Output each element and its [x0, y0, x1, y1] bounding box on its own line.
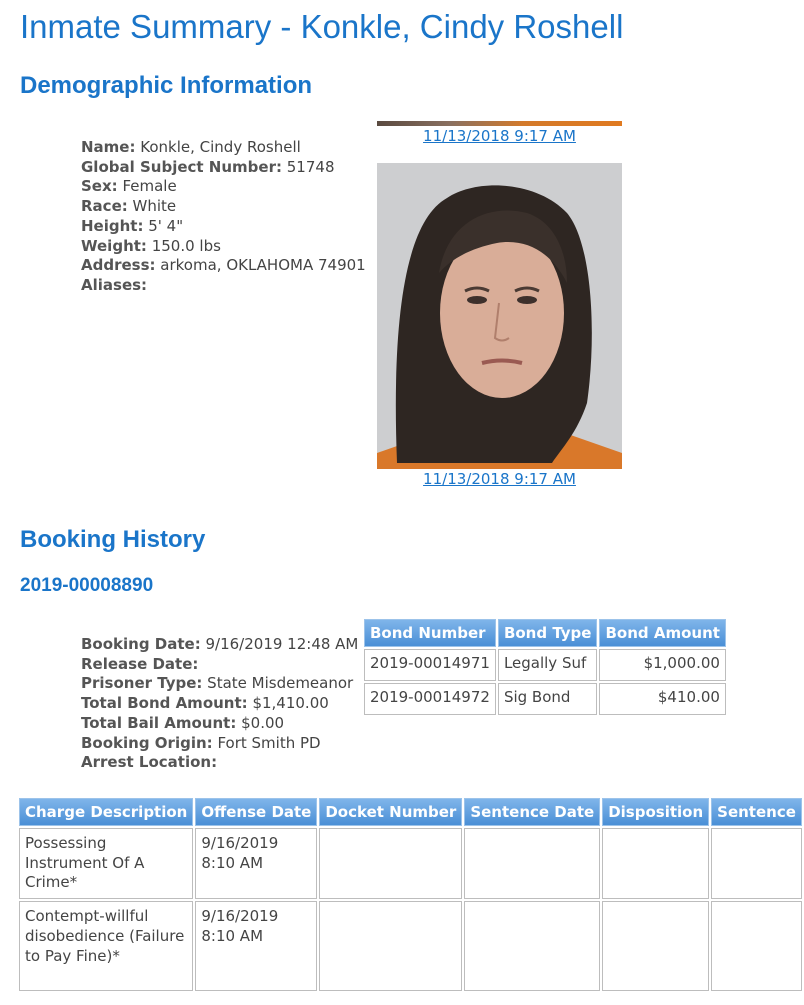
field-booking-date: Booking Date: 9/16/2019 12:48 AM — [81, 635, 359, 653]
sentence-cell — [711, 901, 802, 991]
field-weight: Weight: 150.0 lbs — [81, 236, 221, 255]
docket-number-cell — [319, 901, 462, 991]
field-sex: Sex: Female — [81, 177, 177, 196]
field-total-bond-amount: Total Bond Amount: $1,410.00 — [81, 694, 329, 713]
sentence-date-cell — [464, 901, 600, 991]
column-header-docket-number[interactable]: Docket Number — [319, 798, 462, 826]
field-release-date: Release Date: — [81, 654, 199, 673]
offense-date-cell: 9/16/2019 8:10 AM — [195, 828, 317, 899]
booking-number: 2019-00008890 — [20, 575, 154, 596]
booking-info — [81, 635, 358, 773]
column-header-offense-date[interactable]: Offense Date — [195, 798, 317, 826]
field-total-bail-amount: Total Bail Amount: $0.00 — [81, 713, 285, 732]
field-height: Height: 5' 4" — [81, 216, 184, 235]
charge-description-cell: Contempt-willful disobedience (Failure to Pay Fine)* — [19, 901, 193, 991]
demographic-info — [81, 138, 366, 296]
table-row — [19, 828, 802, 899]
charge-description-cell: Possessing Instrument Of A Crime* — [19, 828, 193, 899]
bond-type-cell: Sig Bond — [498, 683, 598, 715]
charges-table-header — [19, 798, 802, 826]
column-header-sentence[interactable]: Sentence — [711, 798, 802, 826]
table-row — [364, 649, 726, 681]
charges-table-container[interactable] — [17, 796, 796, 1005]
column-header-bond-number[interactable]: Bond Number — [364, 619, 496, 647]
table-row — [364, 683, 726, 715]
mugshot-photo[interactable] — [377, 163, 622, 469]
bond-amount-cell: $1,000.00 — [599, 649, 725, 681]
field-race: Race: White — [81, 197, 177, 216]
column-header-charge-description[interactable]: Charge Description — [19, 798, 193, 826]
booking-history-heading: Booking History — [20, 526, 206, 553]
demographic-heading: Demographic Information — [20, 72, 313, 99]
disposition-cell — [602, 901, 709, 991]
disposition-cell — [602, 828, 709, 899]
column-header-disposition[interactable]: Disposition — [602, 798, 709, 826]
bond-number-cell: 2019-00014971 — [364, 649, 496, 681]
column-header-bond-amount[interactable]: Bond Amount — [599, 619, 725, 647]
offense-date-cell: 9/16/2019 8:10 AM — [195, 901, 317, 991]
field-aliases: Aliases: — [81, 275, 148, 294]
sentence-date-cell — [464, 828, 600, 899]
sentence-cell — [711, 828, 802, 899]
field-global-subject-number: Global Subject Number: 51748 — [81, 157, 335, 176]
field-address: Address: arkoma, OKLAHOMA 74901 — [81, 256, 366, 275]
table-row — [19, 901, 802, 991]
bond-type-cell: Legally Suf — [498, 649, 598, 681]
field-prisoner-type: Prisoner Type: State Misdemeanor — [81, 674, 354, 693]
photo-caption-link[interactable]: 11/13/2018 9:17 AM — [423, 127, 576, 145]
column-header-bond-type[interactable]: Bond Type — [498, 619, 598, 647]
field-booking-origin: Booking Origin: Fort Smith PD — [81, 733, 321, 752]
docket-number-cell — [319, 828, 462, 899]
mugshot-photo-partial[interactable] — [377, 121, 622, 126]
bond-table — [362, 617, 728, 717]
page-title: Inmate Summary - Konkle, Cindy Roshell — [20, 8, 624, 45]
bond-number-cell: 2019-00014972 — [364, 683, 496, 715]
field-name: Name: Konkle, Cindy Roshell — [81, 138, 301, 156]
bond-amount-cell: $410.00 — [599, 683, 725, 715]
charges-table — [17, 796, 804, 993]
photo-caption-link[interactable]: 11/13/2018 9:17 AM — [423, 470, 576, 488]
field-arrest-location: Arrest Location: — [81, 753, 218, 772]
bond-table-header — [364, 619, 726, 647]
column-header-sentence-date[interactable]: Sentence Date — [464, 798, 600, 826]
